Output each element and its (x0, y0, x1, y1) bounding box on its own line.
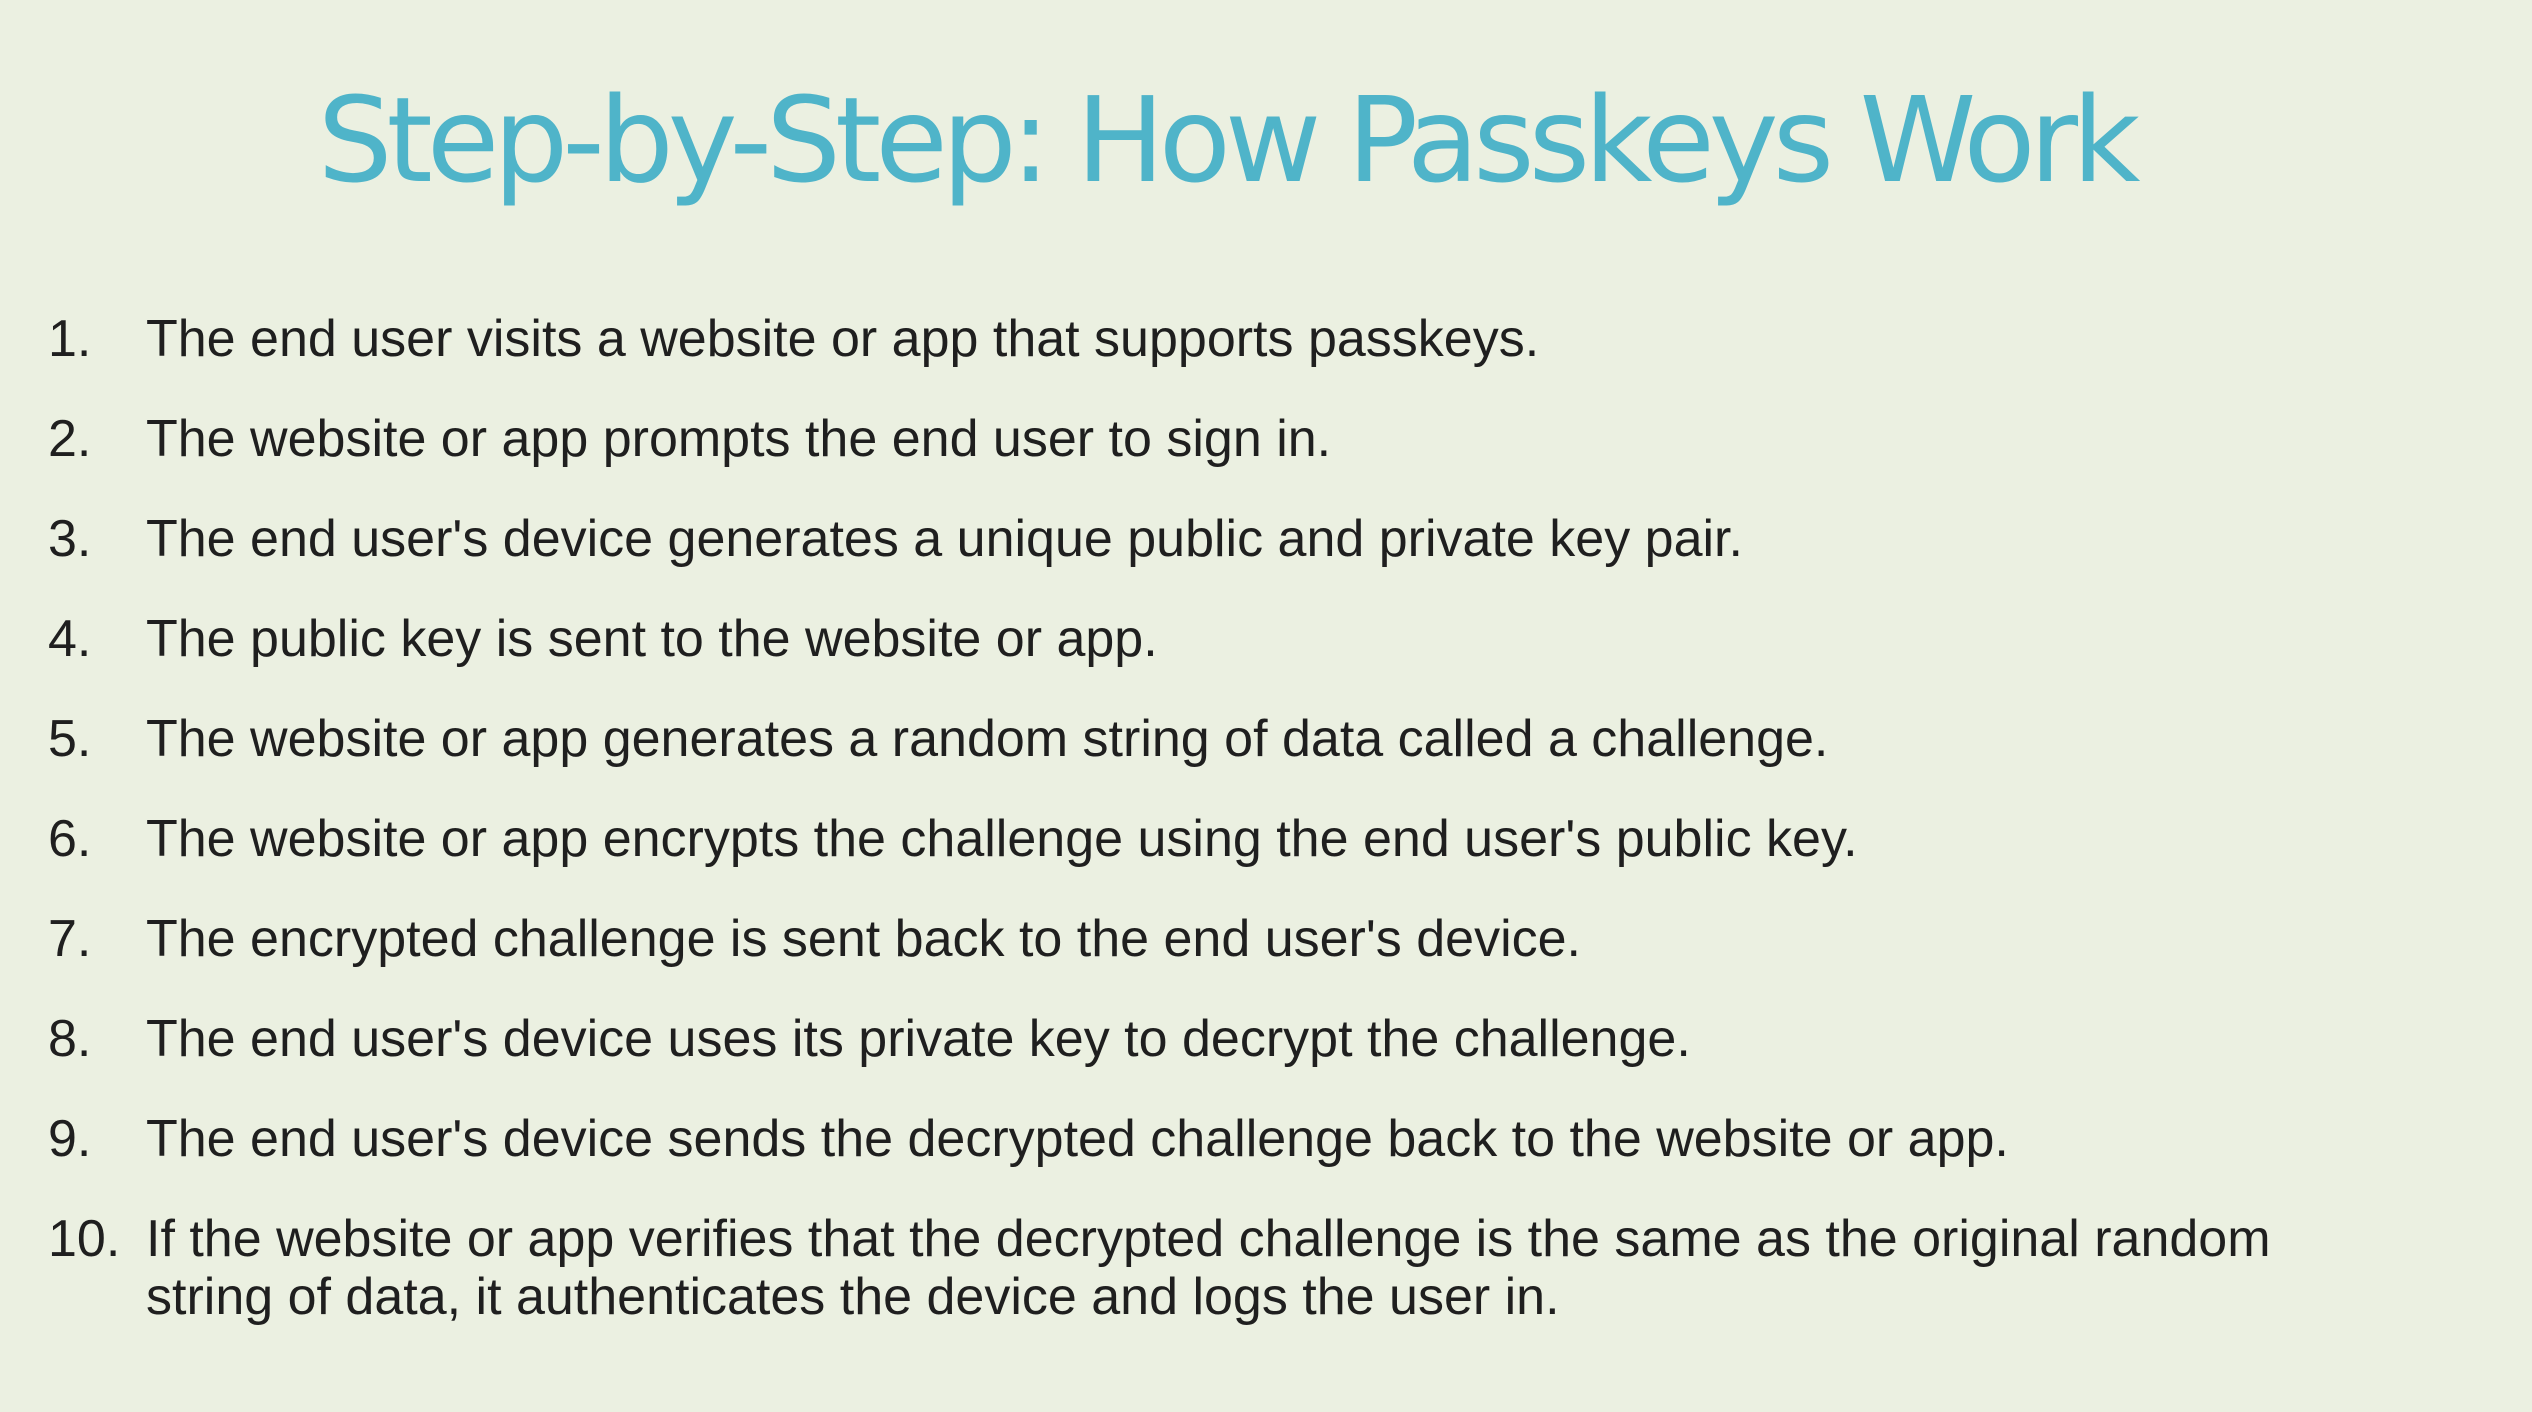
steps-list (0, 310, 2532, 1368)
step-number: 10. (48, 1210, 121, 1268)
list-item (0, 710, 2380, 768)
step-text: The end user's device sends the decrypted challenge back to the website or app. (146, 1110, 2009, 1168)
step-text: The encrypted challenge is sent back to the end user's device. (146, 910, 1582, 968)
list-item (0, 1110, 2380, 1168)
step-text: The website or app encrypts the challenge using the end user's public key. (146, 810, 1858, 868)
step-text: The end user visits a website or app that supports passkeys. (146, 310, 1540, 368)
list-item (0, 1210, 2380, 1326)
list-item (0, 310, 2380, 368)
step-number: 2. (48, 410, 92, 468)
step-number: 3. (48, 510, 92, 568)
list-item (0, 910, 2380, 968)
step-text: If the website or app verifies that the decrypted challenge is the same as the original random string of data, it authenticates the device and logs the user in. (146, 1210, 2271, 1326)
step-number: 9. (48, 1110, 92, 1168)
step-number: 1. (48, 310, 92, 368)
step-number: 4. (48, 610, 92, 668)
step-number: 5. (48, 710, 92, 768)
step-number: 7. (48, 910, 92, 968)
step-text: The public key is sent to the website or app. (146, 610, 1158, 668)
list-item (0, 1010, 2380, 1068)
step-text: The end user's device generates a unique public and private key pair. (146, 510, 1743, 568)
list-item (0, 510, 2380, 568)
slide-title: Step-by-Step: How Passkeys Work (317, 71, 2135, 209)
step-number: 8. (48, 1010, 92, 1068)
step-text: The website or app generates a random string of data called a challenge. (146, 710, 1829, 768)
step-number: 6. (48, 810, 92, 868)
list-item (0, 810, 2380, 868)
list-item (0, 610, 2380, 668)
list-item (0, 410, 2380, 468)
step-text: The website or app prompts the end user to sign in. (146, 410, 1332, 468)
step-text: The end user's device uses its private key to decrypt the challenge. (146, 1010, 1691, 1068)
